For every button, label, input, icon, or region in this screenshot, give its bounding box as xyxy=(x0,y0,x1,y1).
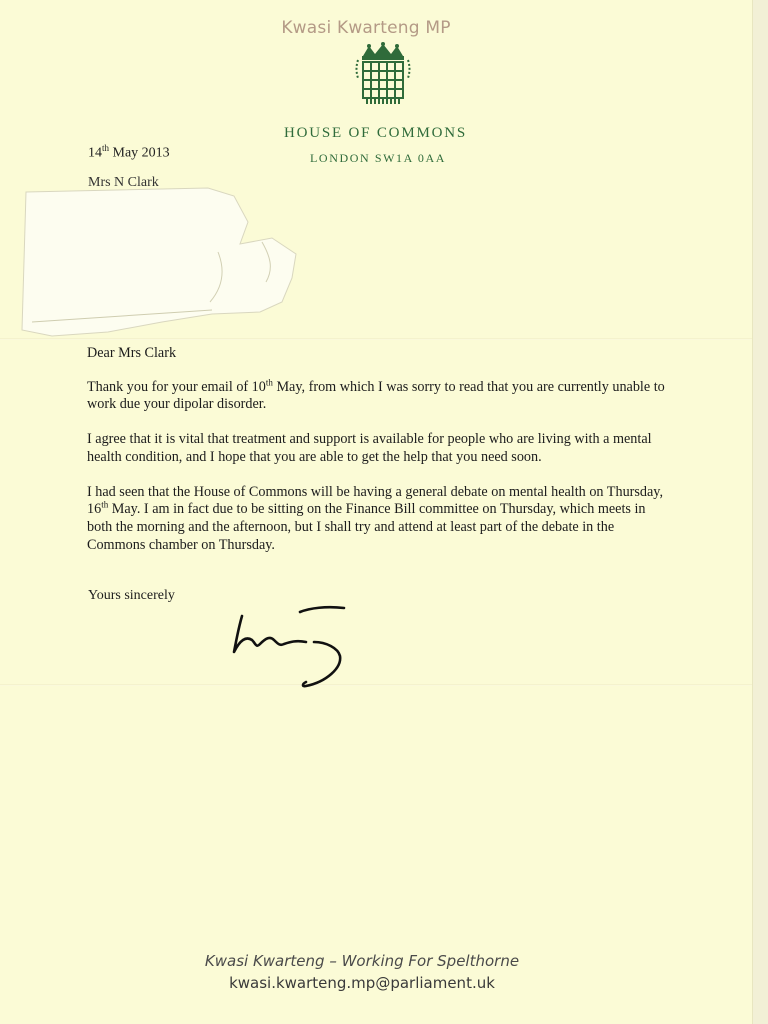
closing: Yours sincerely xyxy=(88,588,175,603)
fold-line xyxy=(0,684,752,686)
footer-tagline: Kwasi Kwarteng – Working For Spelthorne xyxy=(204,952,520,970)
salutation: Dear Mrs Clark xyxy=(87,345,177,361)
institution-name: HOUSE OF COMMONS xyxy=(284,125,467,141)
institution-address: LONDON SW1A 0AA xyxy=(310,151,446,165)
mp-name: Kwasi Kwarteng MP xyxy=(281,18,451,38)
signature xyxy=(226,602,356,694)
recipient-name: Mrs N Clark xyxy=(88,175,159,188)
paragraph-1: Thank you for your email of 10th May, from which I was sorry to read that you are currently unable to work due your dipolar disorder. xyxy=(87,376,665,413)
paragraph-2: I agree that it is vital that treatment and support is available for people who are living with a mental health condition, and I hope that you are able to get the help that you need soon. xyxy=(87,431,652,465)
letter-date: 14th May 2013 xyxy=(88,143,170,161)
paragraph-3: I had seen that the House of Commons will be having a general debate on mental health on Thursday, 16th May. I am in fact due to be sitting on the Finance Bill committee on Thursday, which meets in both the morning and the afternoon, but I shall try and attend at least part of the debate in the Commons chamber on Thursday. xyxy=(87,483,664,553)
letter-body xyxy=(87,345,667,572)
redaction-patch xyxy=(12,182,308,344)
footer-email: kwasi.kwarteng.mp@parliament.uk xyxy=(229,974,495,992)
portcullis-icon xyxy=(355,42,411,108)
